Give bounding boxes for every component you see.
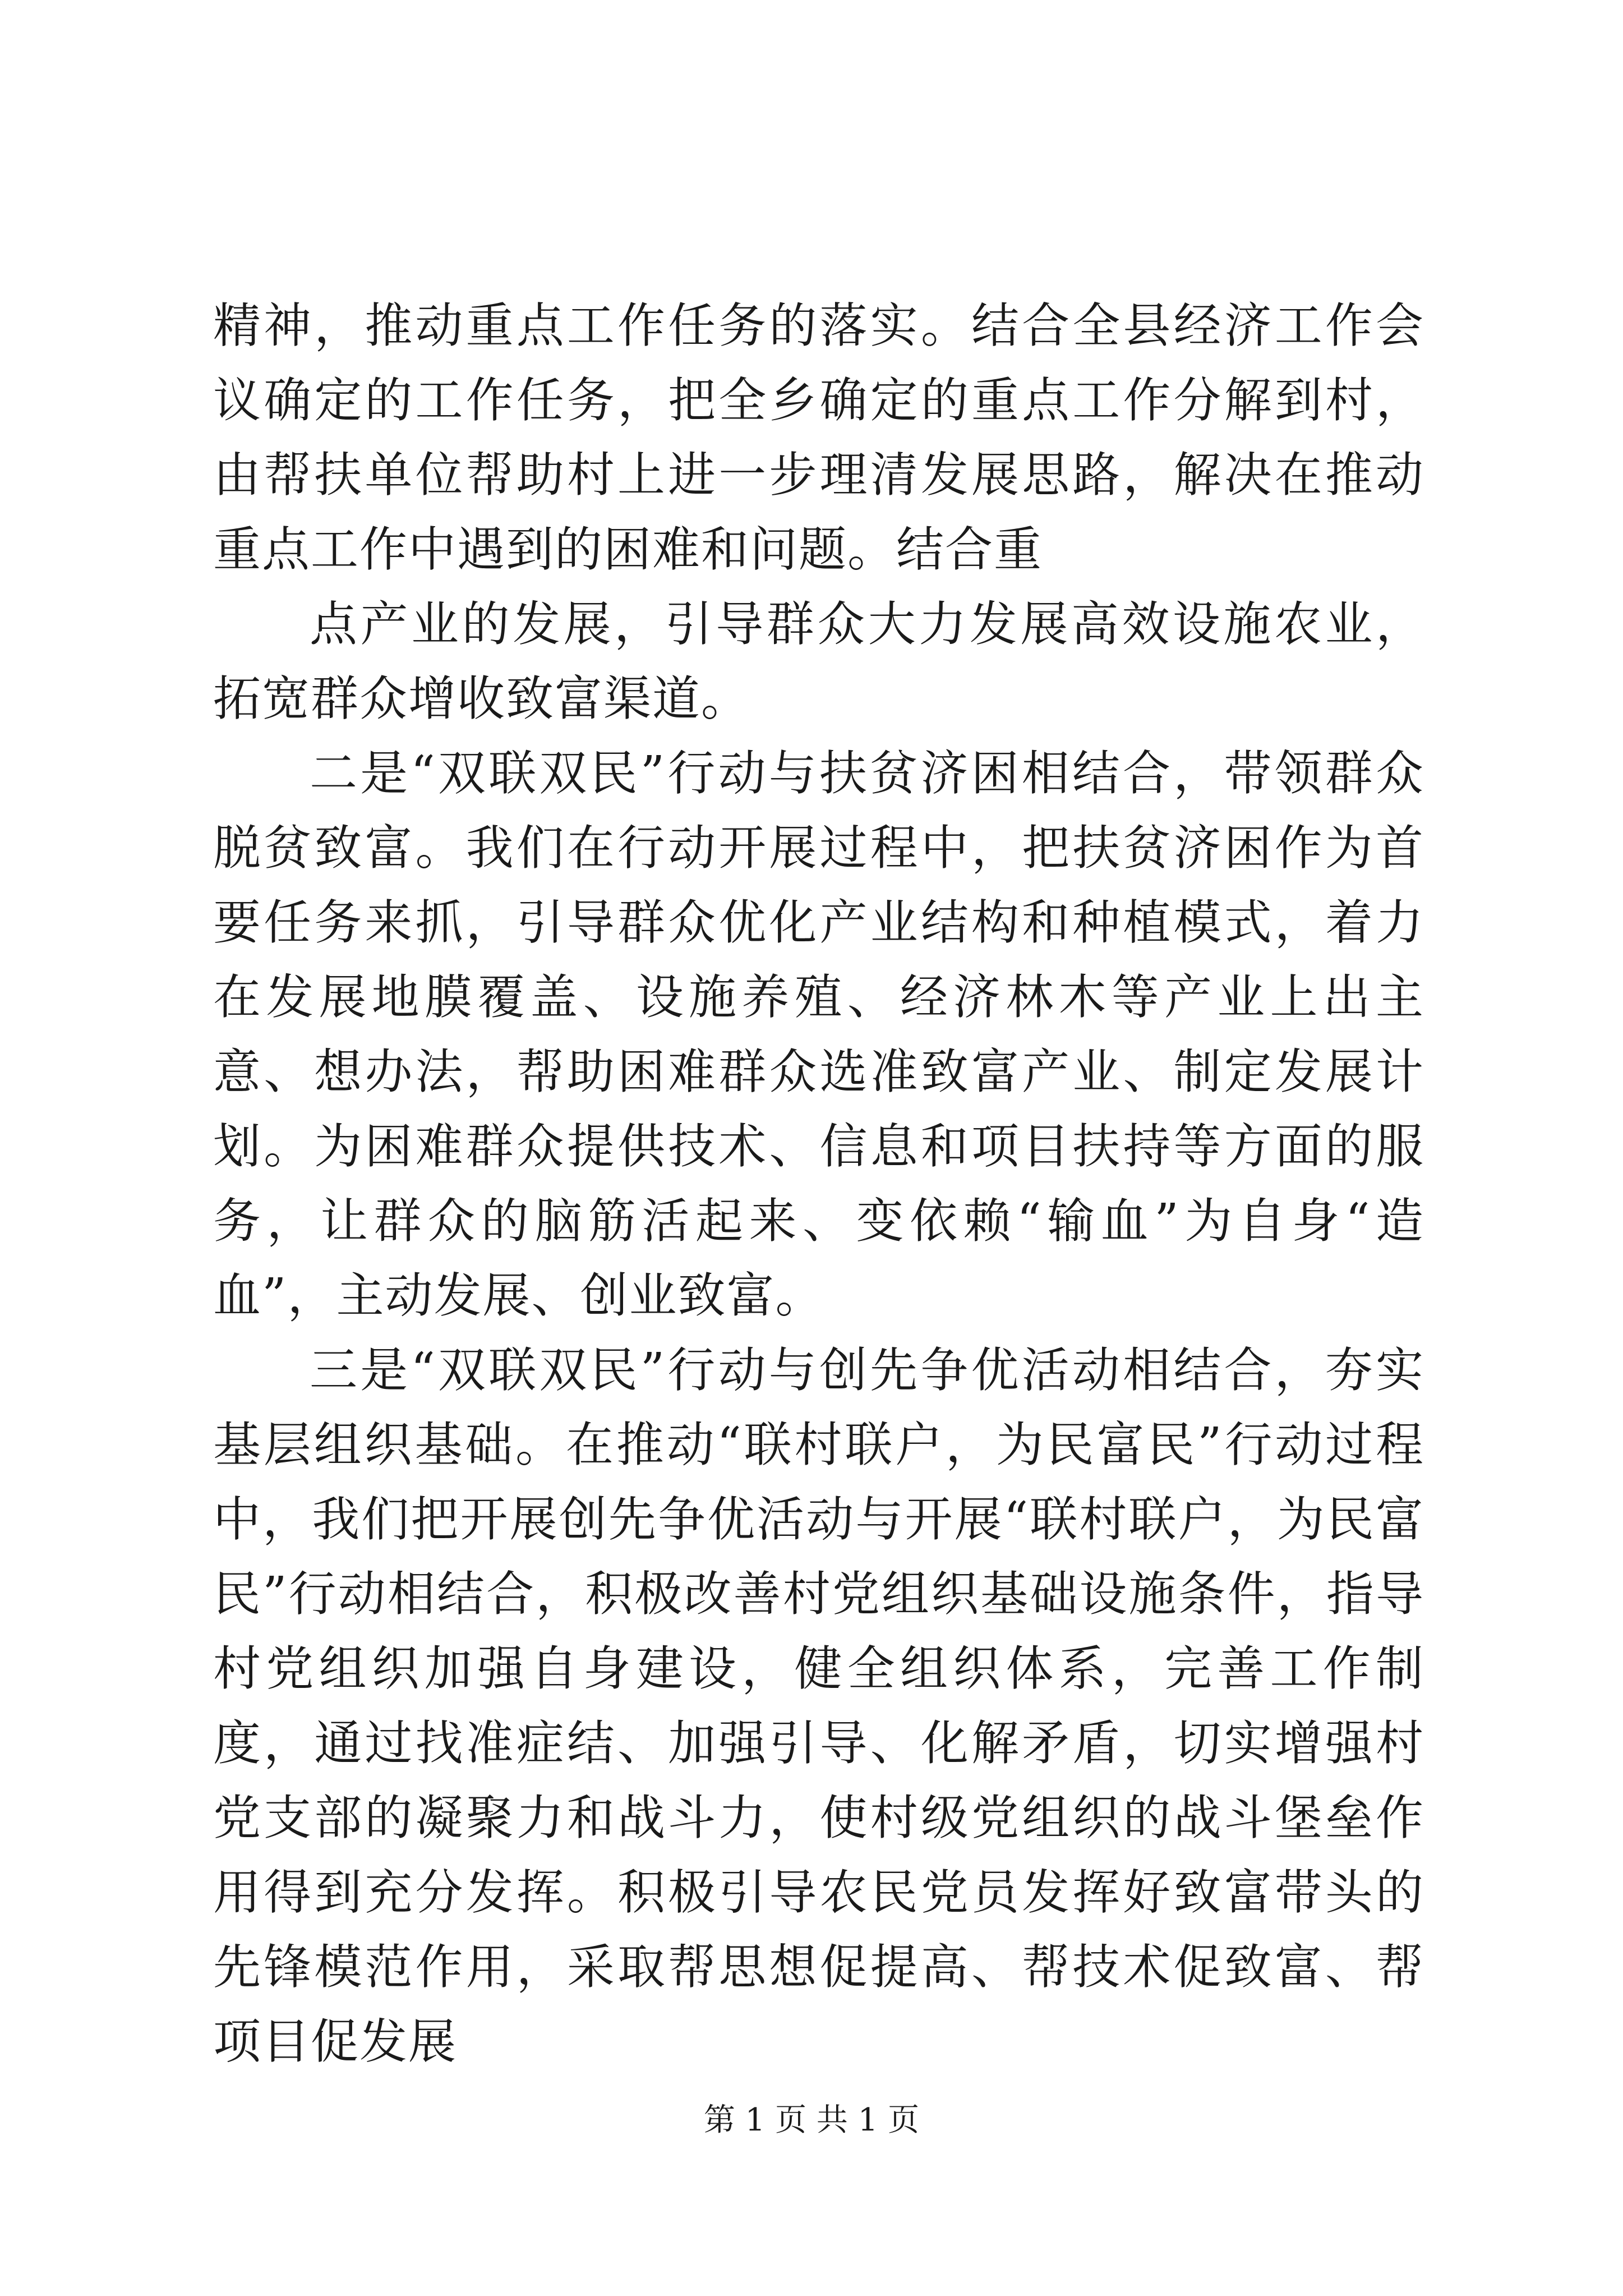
page-footer: 第 1 页 共 1 页 [703, 2102, 920, 2138]
paragraph-1: 精神，推动重点工作任务的落实。结合全县经济工作会议确定的工作任务，把全乡确定的重点工作分解到村，由帮扶单位帮助村上进一步理清发展思路，解决在推动重点工作中遇到的困难和问题。结合重 [213, 298, 1424, 578]
document-body [213, 289, 1424, 2079]
paragraph-2: 点产业的发展，引导群众大力发展高效设施农业，拓宽群众增收致富渠道。 [213, 597, 1424, 727]
paragraph-3: 二是“双联双民”行动与扶贫济困相结合，带领群众脱贫致富。我们在行动开展过程中，把扶贫济困作为首要任务来抓，引导群众优化产业结构和种植模式，着力在发展地膜覆盖、设施养殖、经济林木等产业上出主意、想办法，帮助困难群众选准致富产业、制定发展计划。为困难群众提供技术、信息和项目扶持等方面的服务，让群众的脑筋活起来、变依赖“输血”为自身“造血”，主动发展、创业致富。 [213, 746, 1424, 1324]
paragraph-4: 三是“双联双民”行动与创先争优活动相结合，夯实基层组织基础。在推动“联村联户，为民富民”行动过程中，我们把开展创先争优活动与开展“联村联户，为民富民”行动相结合，积极改善村党组织基础设施条件，指导村党组织加强自身建设，健全组织体系，完善工作制度，通过找准症结、加强引导、化解矛盾，切实增强村党支部的凝聚力和战斗力，使村级党组织的战斗堡垒作用得到充分发挥。积极引导农民党员发挥好致富带头的先锋模范作用，采取帮思想促提高、帮技术促致富、帮项目促发展 [213, 1343, 1424, 2070]
